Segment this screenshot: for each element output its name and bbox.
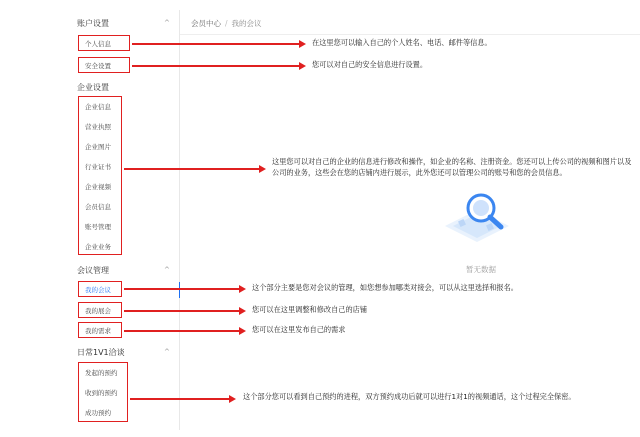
sidebar-item-security[interactable]: 安全设置: [85, 62, 111, 70]
sidebar-item-industry-cert[interactable]: 行业证书: [85, 163, 111, 171]
annotation-text-meeting: 这个部分主要是您对会议的管理，如您想参加哪类对接会，可以从这里选择和报名。: [252, 283, 518, 292]
annotation-text-personal: 在这里您可以输入自己的个人姓名、电话、邮件等信息。: [312, 38, 492, 47]
chevron-up-icon[interactable]: ^: [164, 19, 170, 27]
magnifier-illustration-icon: [437, 180, 517, 260]
sidebar-item-company-images[interactable]: 企业图片: [85, 143, 111, 151]
sidebar-item-account-mgmt[interactable]: 账号管理: [85, 223, 111, 231]
annotation-text-exhibition: 您可以在这里调整和修改自己的店铺: [252, 305, 368, 314]
empty-state-text: 暂无数据: [466, 265, 496, 274]
sidebar-item-my-meeting[interactable]: 我的会议: [85, 286, 111, 294]
sidebar-item-successful-appointments[interactable]: 成功预约: [85, 409, 111, 417]
sidebar-item-member-info[interactable]: 会员信息: [85, 203, 111, 211]
annotation-arrow: [130, 398, 230, 400]
annotation-arrow: [132, 65, 300, 67]
sidebar-item-initiated-appointments[interactable]: 发起的预约: [85, 369, 118, 377]
chevron-up-icon[interactable]: ^: [164, 348, 170, 356]
sidebar-item-company-business[interactable]: 企业业务: [85, 243, 111, 251]
breadcrumb: [191, 18, 262, 29]
left-gutter: [0, 0, 68, 437]
annotation-text-security: 您可以对自己的安全信息进行设置。: [312, 60, 428, 69]
breadcrumb-current: 我的会议: [231, 19, 262, 28]
sidebar-item-business-license[interactable]: 营业执照: [85, 123, 111, 131]
sidebar-item-company-info[interactable]: 企业信息: [85, 103, 111, 111]
annotation-arrow: [124, 288, 240, 290]
annotation-text-appointments: 这个部分您可以看到自己预约的进程，双方预约成功后就可以进行1对1的视频通话，这个过程完全保密。: [243, 392, 576, 401]
annotation-arrow: [132, 43, 300, 45]
breadcrumb-separator: /: [225, 19, 228, 28]
breadcrumb-root[interactable]: 会员中心: [191, 19, 221, 28]
sidebar-item-my-exhibition[interactable]: 我的展会: [85, 307, 111, 315]
sidebar-group-meeting-title[interactable]: 会议管理: [77, 266, 109, 275]
sidebar-item-my-demand[interactable]: 我的需求: [85, 327, 111, 335]
header-divider: [180, 34, 640, 35]
annotation-text-company: 这里您可以对自己的企业的信息进行修改和操作，如企业的名称、注册资金。您还可以上传公司的视频和图片以及公司的业务，这些会在您的店铺内进行展示，此外您还可以管理公司的账号和您的会员信息。: [272, 157, 632, 177]
sidebar-group-1v1-title[interactable]: 日常1V1洽谈: [77, 348, 125, 357]
sidebar-group-account-title[interactable]: 账户设置: [77, 19, 109, 28]
sidebar-item-company-video[interactable]: 企业视频: [85, 183, 111, 191]
annotation-text-demand: 您可以在这里发布自己的需求: [252, 325, 346, 334]
sidebar-item-personal-info[interactable]: 个人信息: [85, 40, 111, 48]
sidebar-item-received-appointments[interactable]: 收到的预约: [85, 389, 118, 397]
annotation-box-company: [78, 96, 122, 255]
annotation-arrow: [124, 310, 240, 312]
annotation-arrow: [124, 330, 240, 332]
chevron-up-icon[interactable]: ^: [164, 266, 170, 274]
annotation-arrow: [124, 168, 260, 170]
sidebar-group-company-title[interactable]: 企业设置: [77, 83, 109, 92]
text-cursor: [179, 282, 180, 298]
